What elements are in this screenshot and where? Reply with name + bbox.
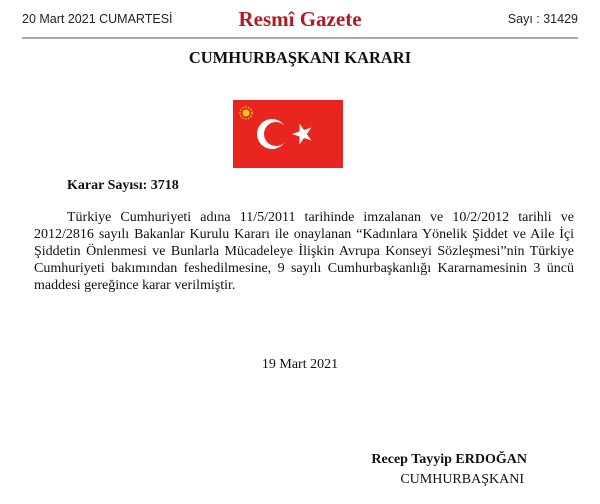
signatory-name: Recep Tayyip ERDOĞAN	[371, 452, 527, 467]
header-divider	[22, 37, 578, 39]
body-line: Cumhuriyeti bakımından feshedilmesine, 9 sayılı Cumhurbaşkanlığı Kararnamesinin 3 üncü	[34, 261, 574, 276]
body-line: maddesi gereğince karar verilmiştir.	[34, 278, 236, 293]
presidential-flag-icon	[233, 100, 343, 168]
body-line: Türkiye Cumhuriyeti adına 11/5/2011 tarihinde imzalanan ve 10/2/2012 tarihli ve	[67, 210, 574, 225]
gazette-header	[22, 8, 578, 36]
document-title: CUMHURBAŞKANI KARARI	[188, 48, 412, 67]
signatory-title: CUMHURBAŞKANI	[400, 472, 524, 487]
header-date: 20 Mart 2021 CUMARTESİ	[22, 12, 173, 26]
decision-date: 19 Mart 2021	[261, 357, 339, 372]
gazette-name: Resmî Gazete	[238, 7, 362, 31]
body-line: 2012/2816 sayılı Bakanlar Kurulu Kararı ile onaylanan “Kadınlara Yönelik Şiddet ve Aile İçi	[34, 227, 574, 242]
issue-number: Sayı : 31429	[507, 12, 578, 26]
decision-body	[34, 209, 574, 294]
body-line: Şiddetin Önlenmesi ve Bunlarla Mücadeleye İlişkin Avrupa Konseyi Sözleşmesi”nin Türkiye	[34, 244, 574, 259]
decision-number: Karar Sayısı: 3718	[67, 178, 179, 193]
